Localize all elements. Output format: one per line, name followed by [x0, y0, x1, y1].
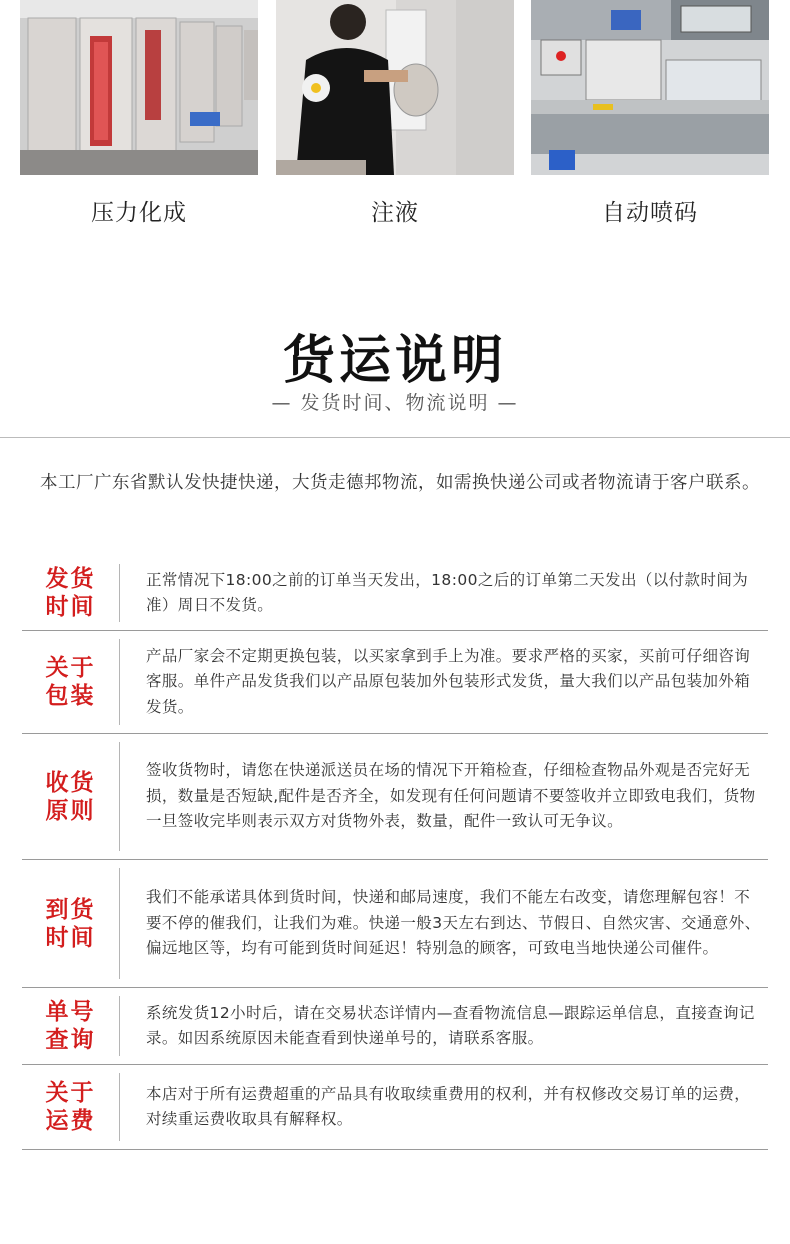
photo-pressure-formation	[20, 0, 258, 175]
section-divider	[119, 868, 120, 979]
photo-auto-inkjet-coding	[531, 0, 769, 175]
section-label: 关于 包装	[45, 655, 96, 709]
section-text: 正常情况下18:00之前的订单当天发出，18:00之后的订单第二天发出（以付款时间为准）周日不发货。	[146, 570, 749, 614]
section-divider	[119, 1073, 120, 1141]
page-title: 货运说明	[282, 331, 507, 391]
section-divider	[119, 996, 120, 1056]
photo-electrolyte-injection	[276, 0, 514, 175]
section-label: 发货 时间	[45, 566, 96, 620]
section-packaging	[22, 631, 768, 734]
section-label: 关于 运费	[45, 1080, 96, 1134]
section-text: 我们不能承诺具体到货时间，快递和邮局速度，我们不能左右改变，请您理解包容！不要不停的催我们，让我们为难。快递一般3天左右到达、节假日、自然灾害、交通意外、偏远地区等，均有可能到货时间延迟！特别急的顾客，可致电当地快递公司催件。	[146, 888, 761, 958]
caption-auto-inkjet-coding: 自动喷码	[602, 200, 698, 226]
page-subtitle: — 发货时间、物流说明 —	[271, 392, 519, 414]
section-divider	[119, 639, 120, 725]
photo-strip	[0, 0, 790, 176]
shipping-info-table	[22, 556, 768, 1150]
section-divider	[119, 564, 120, 622]
section-label: 到货 时间	[45, 896, 96, 951]
section-arrival-time	[22, 860, 768, 988]
section-text: 签收货物时，请您在快递派送员在场的情况下开箱检查，仔细检查物品外观是否完好无损，数量是否短缺,配件是否齐全，如发现有任何问题请不要签收并立即致电我们，货物一旦签收完毕则表示双方对货物外表，数量，配件一致认可无争议。	[146, 761, 756, 831]
divider	[0, 437, 790, 438]
section-receiving-principles	[22, 734, 768, 860]
caption-electrolyte-injection: 注液	[371, 200, 419, 226]
section-tracking-query	[22, 988, 768, 1065]
section-text: 系统发货12小时后，请在交易状态详情内—查看物流信息—跟踪运单信息，直接查询记录。如因系统原因未能查看到快递单号的，请联系客服。	[146, 1003, 755, 1047]
section-label: 单号 查询	[45, 999, 96, 1053]
section-shipping-fee	[22, 1065, 768, 1150]
section-text: 本店对于所有运费超重的产品具有收取续重费用的权利，并有权修改交易订单的运费，对续重运费收取具有解释权。	[146, 1084, 751, 1128]
section-label: 收货 原则	[45, 769, 96, 824]
caption-pressure-formation: 压力化成	[91, 200, 187, 226]
section-text: 产品厂家会不定期更换包装，以买家拿到手上为准。要求严格的买家，买前可仔细咨询客服。单件产品发货我们以产品原包装加外包装形式发货，量大我们以产品包装加外箱发货。	[146, 646, 751, 716]
intro-paragraph: 本工厂广东省默认发快捷快递，大货走德邦物流，如需换快递公司或者物流请于客户联系。	[40, 473, 760, 493]
section-divider	[119, 742, 120, 851]
section-shipping-time	[22, 556, 768, 631]
